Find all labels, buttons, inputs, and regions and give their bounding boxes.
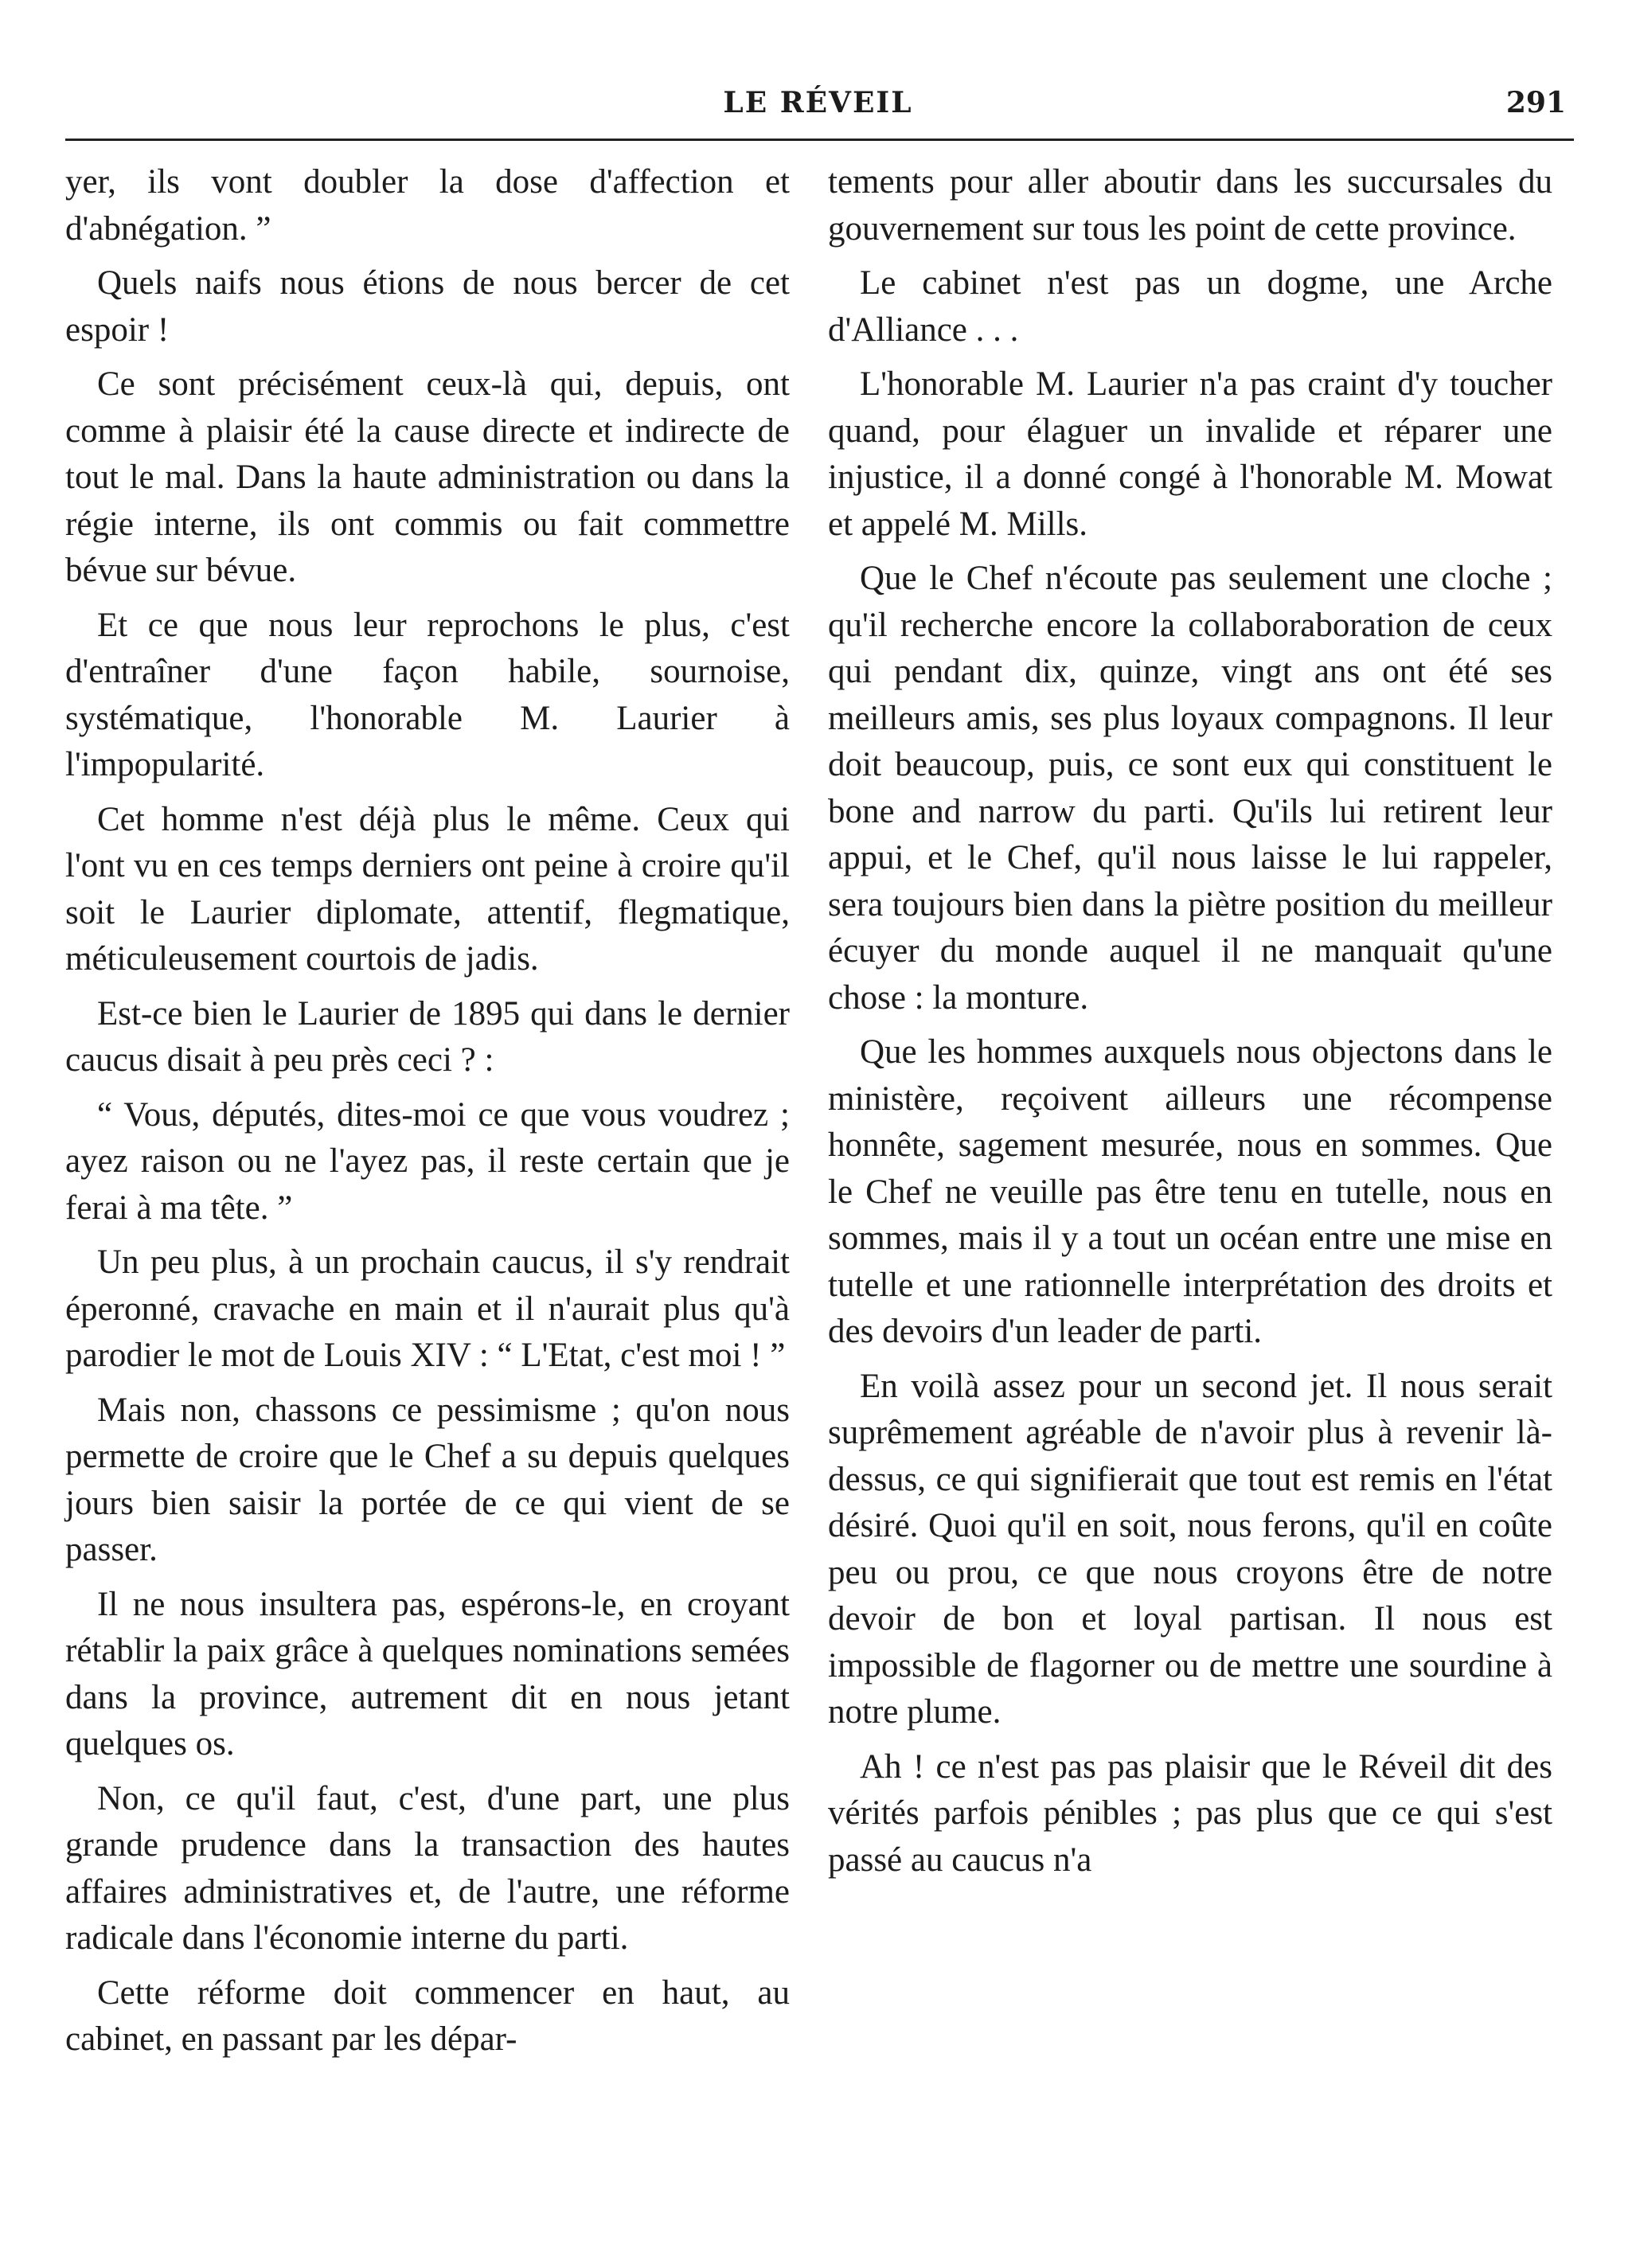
left-column bbox=[65, 159, 790, 2245]
paragraph: yer, ils vont doubler la dose d'affection et d'abnégation. ” bbox=[65, 163, 790, 248]
paragraph: L'honorable M. Laurier n'a pas craint d'y toucher quand, pour élaguer un invalide et réparer une injustice, il a donné congé à l'honorable M. Mowat et appelé M. Mills. bbox=[828, 365, 1552, 543]
paragraph: En voilà assez pour un second jet. Il nous serait suprêmement agréable de n'avoir plus à revenir là-dessus, ce qui signifierait que tout est remis en l'état désiré. Quoi qu'il en soit, nous ferons, qu'il en coûte peu ou prou, ce que nous croyons être de notre devoir de bon et loyal partisan. Il nous est impossible de flagorner ou de mettre une sourdine à notre plume. bbox=[828, 1367, 1552, 1731]
paragraph: Le cabinet n'est pas un dogme, une Arche d'Alliance . . . bbox=[828, 264, 1552, 349]
paragraph: Un peu plus, à un prochain caucus, il s'y rendrait éperonné, cravache en main et il n'aurait plus qu'à parodier le mot de Louis XIV : “ L'Etat, c'est moi ! ” bbox=[65, 1243, 790, 1374]
paragraph: Que les hommes auxquels nous objectons dans le ministère, reçoivent ailleurs une récompense honnête, sagement mesurée, nous en sommes. Que le Chef ne veuille pas être tenu en tutelle, nous en sommes, mais il y a tout un océan entre une mise en tutelle et une rationnelle interprétation des droits et des devoirs d'un leader de parti. bbox=[828, 1033, 1552, 1350]
paragraph: Est-ce bien le Laurier de 1895 qui dans le dernier caucus disait à peu près ceci ? : bbox=[65, 994, 790, 1079]
paragraph: Mais non, chassons ce pessimisme ; qu'on nous permette de croire que le Chef a su depuis quelques jours bien saisir la portée de ce qui vient de se passer. bbox=[65, 1391, 790, 1568]
quotation: “ Vous, députés, dites-moi ce que vous voudrez ; ayez raison ou ne l'ayez pas, il reste certain que je ferai à ma tête. ” bbox=[65, 1095, 790, 1227]
right-column bbox=[828, 159, 1552, 2245]
paragraph: Il ne nous insultera pas, espérons-le, en croyant rétablir la paix grâce à quelques nominations semées dans la province, autrement dit en nous jetant quelques os. bbox=[65, 1585, 790, 1762]
paragraph: Que le Chef n'écoute pas seulement une cloche ; qu'il recherche encore la collaboraboration de ceux qui pendant dix, quinze, vingt ans ont été ses meilleurs amis, ses plus loyaux compagnons. Il leur doit beaucoup, puis, ce sont eux qui constituent le bone and narrow du parti. Qu'ils lui retirent leur appui, et le Chef, qu'il nous laisse le lui rappeler, sera toujours bien dans la piètre position du meilleur écuyer du monde auquel il ne manquait qu'une chose : la monture. bbox=[828, 560, 1552, 1017]
paragraph: Quels naifs nous étions de nous bercer de cet espoir ! bbox=[65, 264, 790, 349]
paragraph: tements pour aller aboutir dans les succursales du gouvernement sur tous les point de cette province. bbox=[828, 163, 1552, 248]
paragraph: Non, ce qu'il faut, c'est, d'une part, une plus grande prudence dans la transaction des hautes affaires administratives et, de l'autre, une réforme radicale dans l'économie interne du parti. bbox=[65, 1779, 790, 1957]
header-rule bbox=[65, 139, 1574, 141]
paragraph: Cet homme n'est déjà plus le même. Ceux qui l'ont vu en ces temps derniers ont peine à croire qu'il soit le Laurier diplomate, attentif, flegmatique, méticuleusement courtois de jadis. bbox=[65, 800, 790, 978]
paragraph: Ah ! ce n'est pas pas plaisir que le Réveil dit des vérités parfois pénibles ; pas plus que ce qui s'est passé au caucus n'a bbox=[828, 1747, 1552, 1879]
paragraph: Et ce que nous leur reprochons le plus, c'est d'entraîner d'une façon habile, sournoise, systématique, l'honorable M. Laurier à l'impopularité. bbox=[65, 606, 790, 783]
page-number: 291 bbox=[1505, 86, 1566, 119]
paragraph: Ce sont précisément ceux-là qui, depuis, ont comme à plaisir été la cause directe et indirecte de tout le mal. Dans la haute administration ou dans la régie interne, ils ont commis ou fait commettre bévue sur bévue. bbox=[65, 365, 790, 589]
paragraph: Cette réforme doit commencer en haut, au cabinet, en passant par les dépar- bbox=[65, 1973, 790, 2058]
running-title: LE RÉVEIL bbox=[723, 86, 913, 119]
